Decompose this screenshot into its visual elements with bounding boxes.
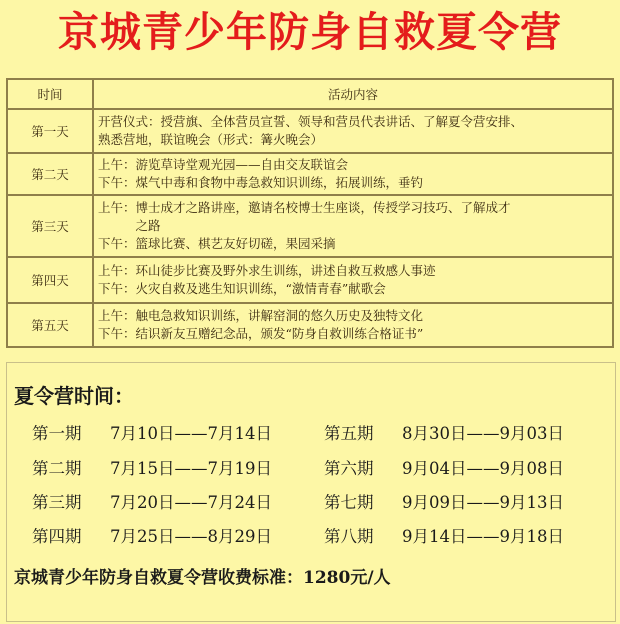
period-item — [32, 420, 272, 444]
table-header-row — [7, 79, 613, 109]
period-name: 第四期 — [32, 527, 82, 546]
periods-title: 夏令营时间： — [14, 384, 134, 408]
title-bar — [0, 0, 620, 68]
period-range: 9月09日——9月13日 — [402, 493, 564, 512]
content-line: 上午：触电急救知识训练，讲解窑洞的悠久历史及独特文化 — [98, 308, 424, 323]
day-content — [93, 257, 613, 303]
period-name: 第五期 — [324, 424, 374, 443]
period-item — [32, 489, 272, 513]
content-line: 之路 — [98, 218, 161, 233]
period-range: 9月04日——9月08日 — [402, 459, 564, 478]
fee-note: 京城青少年防身自救夏令营收费标准：1280元/人 — [14, 568, 391, 588]
content-line: 上午：环山徒步比赛及野外求生训练，讲述自救互救感人事迹 — [98, 263, 436, 278]
period-item — [324, 523, 564, 547]
period-item — [324, 420, 564, 444]
content-line: 下午：火灾自救及逃生知识训练，“激情青春”献歌会 — [98, 281, 386, 296]
content-line: 上午：博士成才之路讲座，邀请名校博士生座谈，传授学习技巧、了解成才 — [98, 200, 511, 215]
period-item — [324, 489, 564, 513]
content-line: 上午：游览草诗堂观光园——自由交友联谊会 — [98, 157, 349, 172]
day-content — [93, 195, 613, 257]
period-range: 9月14日——9月18日 — [402, 527, 564, 546]
day-content — [93, 303, 613, 347]
period-item — [32, 523, 272, 547]
period-name: 第一期 — [32, 424, 82, 443]
table-row — [7, 303, 613, 347]
day-label: 第一天 — [7, 109, 93, 153]
period-range: 7月10日——7月14日 — [110, 424, 272, 443]
header-time: 时间 — [7, 79, 93, 109]
period-item — [324, 455, 564, 479]
table-row — [7, 109, 613, 153]
period-name: 第六期 — [324, 459, 374, 478]
period-range: 7月25日——8月29日 — [110, 527, 272, 546]
table-row — [7, 153, 613, 195]
day-content — [93, 153, 613, 195]
content-line: 下午：篮球比赛、棋艺友好切磋，果园采摘 — [98, 236, 336, 251]
schedule-table — [6, 78, 614, 348]
table-row — [7, 195, 613, 257]
table-row — [7, 257, 613, 303]
content-line: 下午：煤气中毒和食物中毒急救知识训练，拓展训练，垂钓 — [98, 175, 424, 190]
period-item — [32, 455, 272, 479]
period-range: 7月15日——7月19日 — [110, 459, 272, 478]
day-content — [93, 109, 613, 153]
day-label: 第二天 — [7, 153, 93, 195]
header-content: 活动内容 — [93, 79, 613, 109]
content-line: 下午：结识新友互赠纪念品，颁发“防身自救训练合格证书” — [98, 326, 424, 341]
period-name: 第八期 — [324, 527, 374, 546]
content-line: 开营仪式：授营旗、全体营员宣誓、领导和营员代表讲话、了解夏令营安排、 — [98, 114, 524, 129]
period-name: 第七期 — [324, 493, 374, 512]
day-label: 第五天 — [7, 303, 93, 347]
day-label: 第四天 — [7, 257, 93, 303]
page-title: 京城青少年防身自救夏令营 — [58, 8, 562, 56]
period-name: 第三期 — [32, 493, 82, 512]
content-line: 熟悉营地，联谊晚会（形式：篝火晚会） — [98, 132, 324, 147]
period-name: 第二期 — [32, 459, 82, 478]
period-range: 8月30日——9月03日 — [402, 424, 564, 443]
period-range: 7月20日——7月24日 — [110, 493, 272, 512]
day-label: 第三天 — [7, 195, 93, 257]
